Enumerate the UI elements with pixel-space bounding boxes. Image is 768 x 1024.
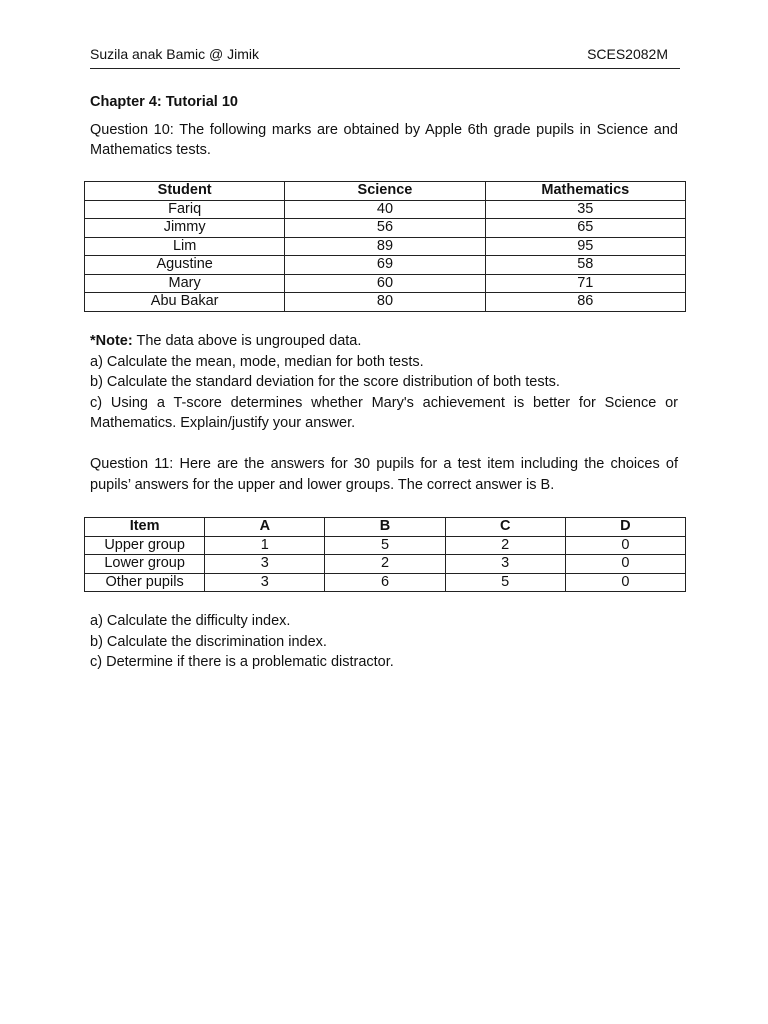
table-row (85, 200, 686, 219)
table-row (85, 293, 686, 312)
choice-a-count: 3 (205, 573, 325, 592)
choice-b-count: 6 (325, 573, 445, 592)
table-row (85, 274, 686, 293)
group-name: Upper group (85, 536, 205, 555)
choice-c-count: 5 (445, 573, 565, 592)
choice-c-count: 3 (445, 555, 565, 574)
page-header (90, 44, 680, 69)
note-label: *Note: (90, 333, 133, 349)
table-header-row (85, 518, 686, 537)
table-row (85, 573, 686, 592)
mathematics-mark: 95 (485, 237, 685, 256)
group-name: Lower group (85, 555, 205, 574)
task-a: a) Calculate the difficulty index. (90, 613, 291, 629)
science-mark: 80 (285, 293, 485, 312)
mathematics-mark: 35 (485, 200, 685, 219)
mathematics-mark: 71 (485, 274, 685, 293)
choice-b-count: 5 (325, 536, 445, 555)
mathematics-mark: 65 (485, 219, 685, 238)
student-name: Fariq (85, 200, 285, 219)
table-row (85, 219, 686, 238)
task-a: a) Calculate the mean, mode, median for both tests. (90, 353, 424, 370)
science-mark: 89 (285, 237, 485, 256)
task-b: b) Calculate the discrimination index. (90, 633, 327, 650)
table-row (85, 536, 686, 555)
choice-d-count: 0 (565, 555, 685, 574)
question-10-tasks (90, 331, 678, 434)
choice-b-count: 2 (325, 555, 445, 574)
column-header-student: Student (85, 182, 285, 201)
student-name: Agustine (85, 256, 285, 275)
marks-table (84, 181, 686, 312)
table-row (85, 237, 686, 256)
table-row (85, 256, 686, 275)
column-header-a: A (205, 518, 325, 537)
question-10-intro (90, 90, 678, 161)
choice-c-count: 2 (445, 536, 565, 555)
column-header-d: D (565, 518, 685, 537)
choice-d-count: 0 (565, 573, 685, 592)
student-name: Abu Bakar (85, 293, 285, 312)
choice-a-count: 1 (205, 536, 325, 555)
question-11-intro (90, 454, 678, 495)
header-author: Suzila anak Bamic @ Jimik (90, 46, 260, 62)
table-row (85, 555, 686, 574)
group-name: Other pupils (85, 573, 205, 592)
column-header-c: C (445, 518, 565, 537)
column-header-b: B (325, 518, 445, 537)
science-mark: 40 (285, 200, 485, 219)
student-name: Lim (85, 237, 285, 256)
header-course-code: SCES2082M (587, 46, 668, 62)
mathematics-mark: 58 (485, 256, 685, 275)
table-header-row (85, 182, 686, 201)
chapter-title: Chapter 4: Tutorial 10 (90, 94, 238, 110)
question-11-text: Question 11: Here are the answers for 30 pupils for a test item including the choices of pupils’ answers for the upper and lower groups. The correct answer is B. (90, 456, 678, 493)
item-analysis-table (84, 517, 686, 592)
science-mark: 60 (285, 274, 485, 293)
task-c: c) Determine if there is a problematic distractor. (90, 654, 394, 670)
question-11-tasks (90, 611, 678, 673)
student-name: Jimmy (85, 219, 285, 238)
task-c: c) Using a T-score determines whether Mary's achievement is better for Science or Mathematics. Explain/justify your answer. (90, 394, 678, 431)
note (90, 331, 678, 352)
column-header-science: Science (285, 182, 485, 201)
student-name: Mary (85, 274, 285, 293)
note-text: The data above is ungrouped data. (132, 333, 362, 349)
column-header-mathematics: Mathematics (485, 182, 685, 201)
science-mark: 56 (285, 219, 485, 238)
task-b: b) Calculate the standard deviation for the score distribution of both tests. (90, 374, 560, 390)
question-10-text: Question 10: The following marks are obtained by Apple 6th grade pupils in Science and Mathematics tests. (90, 121, 678, 158)
choice-a-count: 3 (205, 555, 325, 574)
science-mark: 69 (285, 256, 485, 275)
column-header-item: Item (85, 518, 205, 537)
choice-d-count: 0 (565, 536, 685, 555)
mathematics-mark: 86 (485, 293, 685, 312)
